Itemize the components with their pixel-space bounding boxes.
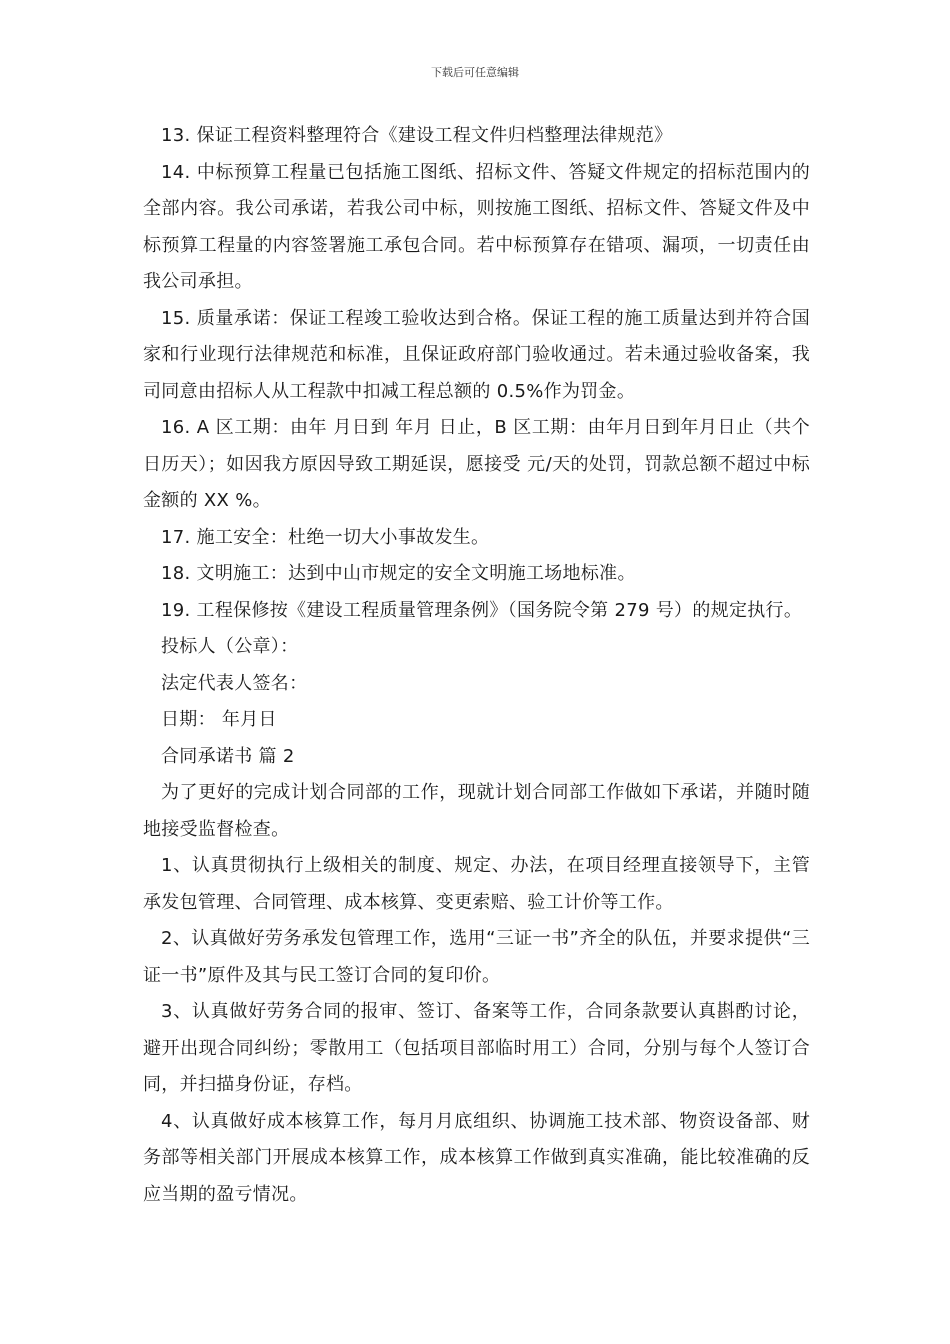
paragraph-14: 14. 中标预算工程量已包括施工图纸、招标文件、答疑文件规定的招标范围内的全部内容。我公司承诺，若我公司中标，则按施工图纸、招标文件、答疑文件及中标预算工程量的内容签署施工承包合同。若中标预算存在错项、漏项，一切责任由我公司承担。 [143, 161, 810, 292]
paragraph-19: 19. 工程保修按《建设工程质量管理条例》（国务院令第 279 号）的规定执行。 [161, 599, 803, 621]
commitment-item-2: 2、认真做好劳务承发包管理工作，选用“三证一书”齐全的队伍，并要求提供“三证一书”原件及其与民工签订合同的复印价。 [143, 928, 810, 986]
paragraph-17: 17. 施工安全：杜绝一切大小事故发生。 [161, 526, 490, 548]
page-header: 下载后可任意编辑 [431, 66, 519, 79]
commitment-item-1: 1、认真贯彻执行上级相关的制度、规定、办法，在项目经理直接领导下，主管承发包管理、合同管理、成本核算、变更索赔、验工计价等工作。 [143, 855, 810, 913]
commitment-item-4: 4、认真做好成本核算工作，每月月底组织、协调施工技术部、物资设备部、财务部等相关部门开展成本核算工作，成本核算工作做到真实准确，能比较准确的反应当期的盈亏情况。 [143, 1110, 810, 1205]
paragraph-18: 18. 文明施工：达到中山市规定的安全文明施工场地标准。 [161, 563, 636, 584]
document-body [143, 118, 810, 1213]
legal-rep-signature-line: 法定代表人签名： [161, 672, 308, 694]
date-line: 日期： 年月日 [161, 709, 277, 730]
bidder-seal-line: 投标人（公章）： [161, 636, 299, 657]
section-title: 合同承诺书 篇 2 [161, 745, 295, 767]
commitment-item-3: 3、认真做好劳务合同的报审、签订、备案等工作，合同条款要认真斟酌讨论，避开出现合同纠纷；零散用工（包括项目部临时用工）合同，分别与每个人签订合同，并扫描身份证，存档。 [143, 1001, 810, 1095]
paragraph-16: 16. A 区工期：由年 月日到 年月 日止，B 区工期：由年月日到年月日止（共个日历天）；如因我方原因导致工期延误，愿接受 元/天的处罚，罚款总额不超过中标金额的 XX %。 [143, 417, 810, 511]
paragraph-15: 15. 质量承诺：保证工程竣工验收达到合格。保证工程的施工质量达到并符合国家和行业现行法律规范和标准，且保证政府部门验收通过。若未通过验收备案，我司同意由招标人从工程款中扣减工程总额的 0.5%作为罚金。 [143, 307, 810, 402]
paragraph-13: 13. 保证工程资料整理符合《建设工程文件归档整理法律规范》 [161, 125, 673, 146]
intro-paragraph: 为了更好的完成计划合同部的工作，现就计划合同部工作做如下承诺，并随时随地接受监督检查。 [143, 782, 810, 840]
